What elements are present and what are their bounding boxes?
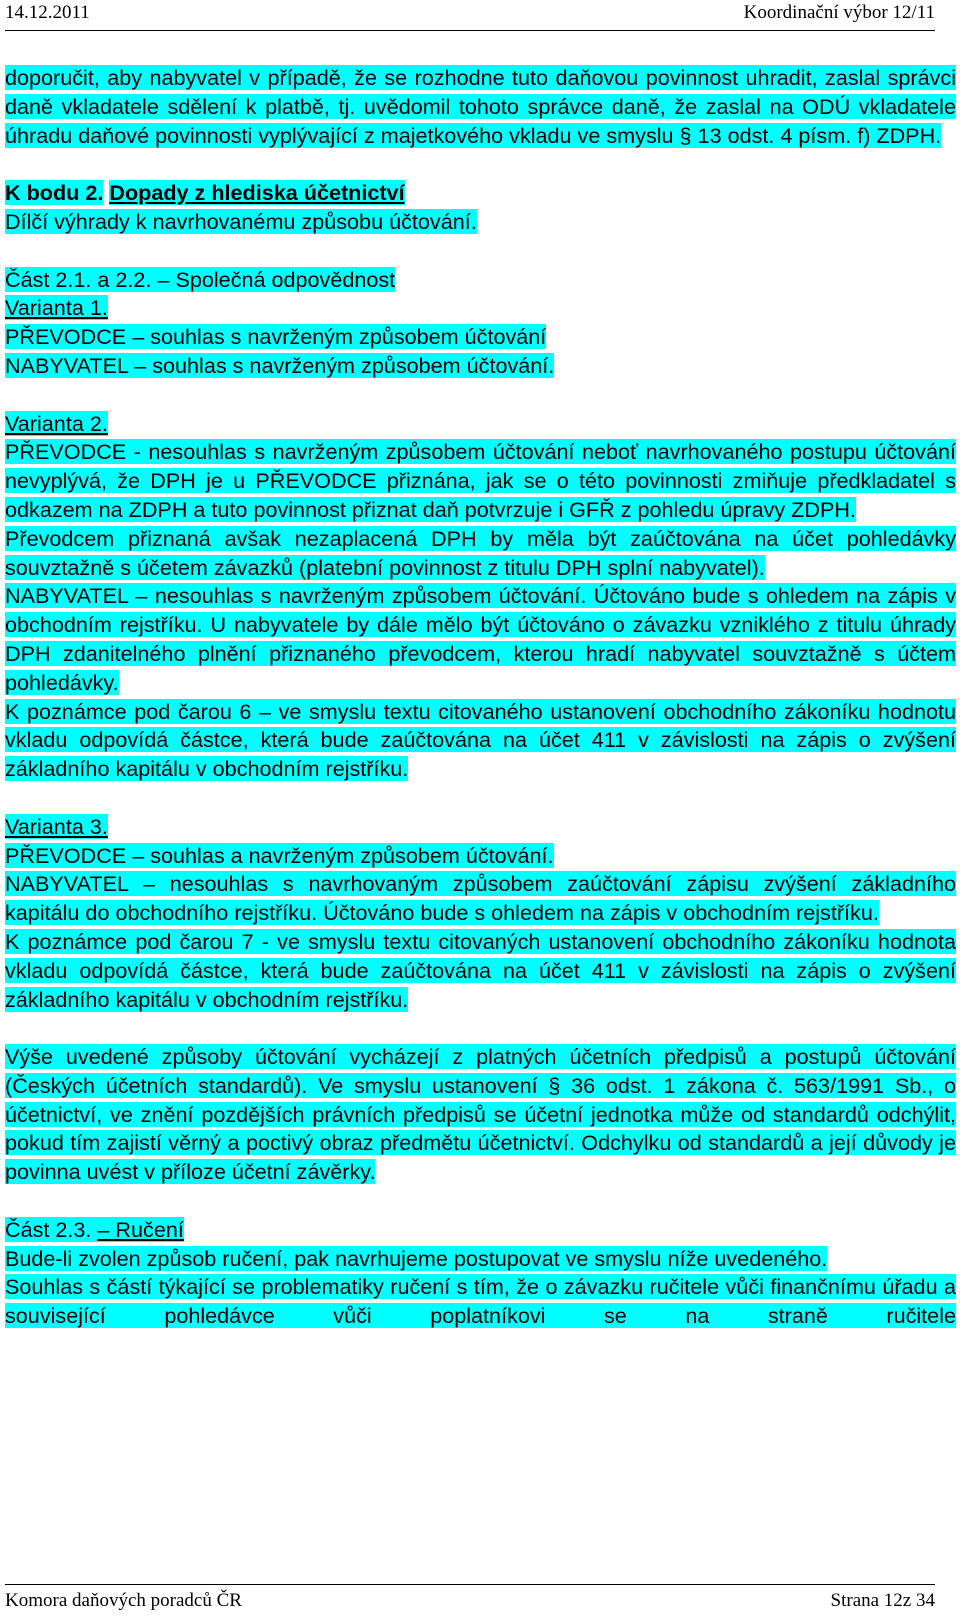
part-2-3-heading [5, 1216, 956, 1245]
variant-3-label [5, 813, 956, 842]
part-2-1-title: – Společná odpovědnost [157, 266, 396, 292]
variant-1-line-1-text: PŘEVODCE – souhlas s navrženým způsobem účtování [5, 324, 547, 350]
page-header [5, 0, 935, 31]
section-2-prefix: K bodu 2. [5, 180, 104, 206]
variant-1-label-text: Varianta 1. [5, 295, 108, 321]
variant-2-paragraph-1-text: PŘEVODCE - nesouhlas s navrženým způsobem účtování neboť navrhovaného postupu účtování nevyplývá, že DPH je u PŘEVODCE přiznána, jak se o této povinnosti zmiňuje předkladatel s odkazem na ZDPH a tuto povinnost přiznat daň potvrzuje i GFŘ z pohledu úpravy ZDPH. [5, 439, 956, 522]
variant-2-paragraph-4 [5, 698, 956, 784]
document-body [5, 64, 956, 1331]
spacer [5, 1014, 956, 1043]
spacer [5, 784, 956, 813]
variant-2-paragraph-2-text: Převodcem přiznaná avšak nezaplacená DPH by měla být zaúčtována na účet pohledávky souvztažně s účetem závazků (platební povinnost z titulu DPH splní nabyvatel). [5, 525, 956, 580]
page-footer [5, 1584, 935, 1613]
variant-3-paragraph-3-text: K poznámce pod čarou 7 - ve smyslu textu citovaných ustanovení obchodního zákoníku hodnota vkladu odpovídá částce, která bude zaúčtována na účet 411 v závislosti na zápis o zvýšení základního kapitálu v obchodním rejstříku. [5, 928, 956, 1012]
spacer [5, 150, 956, 179]
intro-paragraph [5, 64, 956, 150]
variant-2-paragraph-4-text: K poznámce pod čarou 6 – ve smyslu textu citovaného ustanovení obchodního zákoníku hodnotu vkladu odpovídá částce, která bude zaúčtována na účet 411 v závislosti na zápis o zvýšení základního kapitálu v obchodním rejstříku. [5, 698, 956, 782]
part-2-3-prefix: Část 2.3. [5, 1216, 98, 1242]
variant-3-label-text: Varianta 3. [5, 813, 108, 839]
part-2-3-paragraph-1-text: Bude-li zvolen způsob ručení, pak navrhujeme postupovat ve smyslu níže uvedeného. [5, 1245, 828, 1271]
spacer [5, 1187, 956, 1216]
footer-org: Komora daňových poradců ČR [5, 1590, 242, 1611]
part-2-3-paragraph-1 [5, 1245, 956, 1274]
header-title: Koordinační výbor 12/11 [743, 2, 935, 23]
part-2-3-title: – Ručení [97, 1216, 184, 1242]
spacer [5, 237, 956, 266]
variant-1-line-2 [5, 352, 956, 381]
intro-text: doporučit, aby nabyvatel v případě, že se rozhodne tuto daňovou povinnost uhradit, zaslal správci daně vkladatele sdělení k platbě, tj. uvědomil tohoto správce daně, že zaslal na ODÚ vkladatele úhradu daňové povinnosti vyplývající z majetkového vkladu ve smyslu § 13 odst. 4 písm. f) ZDPH. [5, 65, 956, 148]
part-2-1-prefix: Část 2.1. a 2.2. [5, 266, 158, 292]
variant-2-paragraph-1 [5, 438, 956, 524]
variant-2-paragraph-3 [5, 582, 956, 697]
part-2-1-heading [5, 266, 956, 295]
variant-1-label [5, 294, 956, 323]
variant-2-label-text: Varianta 2. [5, 410, 108, 436]
summary-text: Výše uvedené způsoby účtování vycházejí z platných účetních předpisů a postupů účtování (Českých účetních standardů). Ve smyslu ustanovení § 36 odst. 1 zákona č. 563/1991 Sb., o účetnictví, ve znění pozdějších právních předpisů se účetní jednotka může od standardů odchýlit, pokud tím zajistí věrný a poctivý obraz předmětu účetnictví. Odchylku od standardů a její důvody je povinna uvést v příloze účetní závěrky. [5, 1044, 956, 1185]
variant-3-paragraph-3 [5, 928, 956, 1014]
variant-3-paragraph-1 [5, 842, 956, 871]
spacer [5, 381, 956, 410]
part-2-3-paragraph-2-text: Souhlas s částí týkající se problematiky ručení s tím, že o závazku ručitele vůči finančnímu úřadu a související pohledávce vůči poplatníkovi se na straně ručitele [5, 1274, 956, 1329]
section-2-title: Dopady z hlediska účetnictví [109, 180, 405, 206]
variant-2-paragraph-2 [5, 525, 956, 583]
variant-2-label [5, 410, 956, 439]
variant-3-paragraph-1-text: PŘEVODCE – souhlas a navrženým způsobem účtování. [5, 842, 554, 868]
footer-page-number: Strana 12z 34 [830, 1590, 935, 1611]
section-2-subtitle-text: Dílčí výhrady k navrhovanému způsobu účtování. [5, 208, 477, 234]
variant-1-line-1 [5, 323, 956, 352]
header-date: 14.12.2011 [5, 2, 90, 23]
section-2-subtitle [5, 208, 956, 237]
part-2-3-paragraph-2 [5, 1273, 956, 1331]
section-2-heading [5, 179, 956, 208]
variant-2-paragraph-3-text: NABYVATEL – nesouhlas s navrženým způsobem účtování. Účtováno bude s ohledem na zápis v obchodním rejstříku. U nabyvatele by dále mělo být účtováno o závazku vzniklého z titulu úhrady DPH zdanitelného plnění přiznaného převodcem, kterou hradí nabyvatel souvztažně s účtem pohledávky. [5, 583, 956, 695]
variant-3-paragraph-2 [5, 870, 956, 928]
variant-3-paragraph-2-text: NABYVATEL – nesouhlas s navrhovaným způsobem zaúčtování zápisu zvýšení základního kapitálu do obchodního rejstříku. Účtováno bude s ohledem na zápis v obchodním rejstříku. [5, 871, 956, 926]
variant-1-line-2-text: NABYVATEL – souhlas s navrženým způsobem účtování. [5, 352, 555, 378]
summary-paragraph [5, 1043, 956, 1187]
